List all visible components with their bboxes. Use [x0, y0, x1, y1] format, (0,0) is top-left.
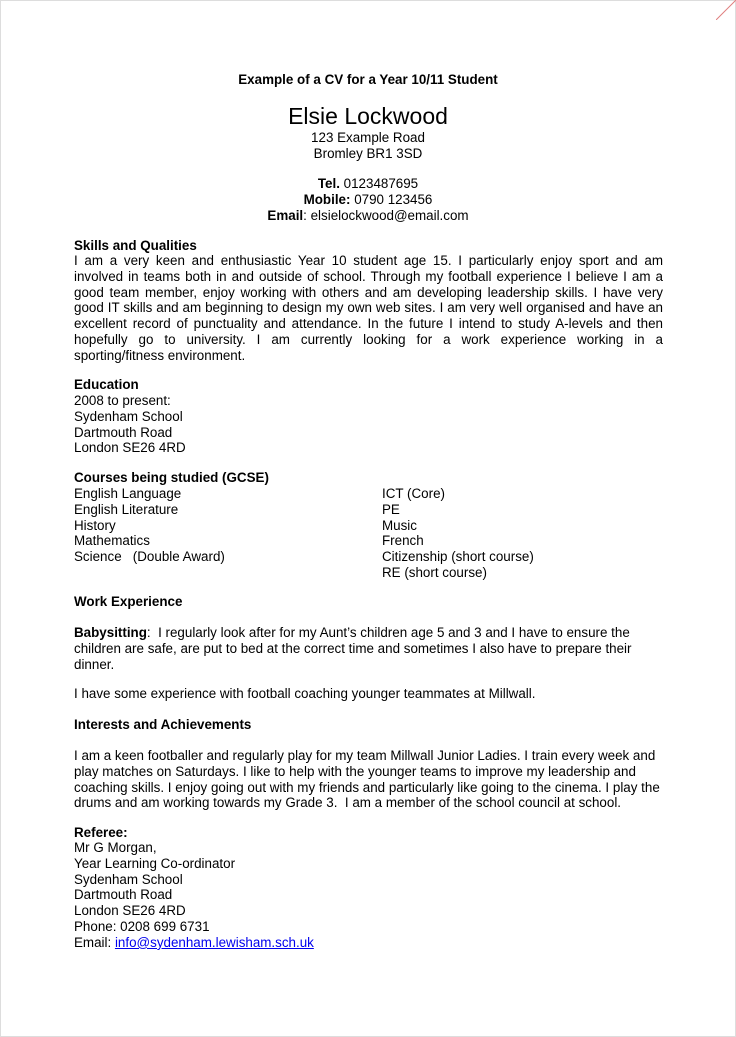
skills-heading: Skills and Qualities [74, 238, 197, 253]
course-item: Music [382, 517, 417, 533]
interests-line: coaching skills. I enjoy going out with my friends and particularly like going to the cinema. I play the [74, 779, 660, 795]
babysitting-text: : I regularly look after for my Aunt’s children age 5 and 3 and I have to ensure the [146, 625, 630, 640]
referee-line: Dartmouth Road [74, 887, 173, 903]
corner-mark [716, 0, 736, 20]
course-item: French [382, 533, 424, 549]
referee-email-label: Email: [74, 934, 115, 950]
skills-line: I am a very keen and enthusiastic Year 10 student age 15. I particularly enjoy sport and am [74, 253, 663, 268]
course-item: PE [382, 501, 400, 517]
mobile-label: Mobile: [303, 192, 351, 207]
babysitting-line: dinner. [74, 656, 115, 672]
coaching-text: I have some experience with football coaching younger teammates at Millwall. [74, 686, 536, 701]
interests-line: I am a keen footballer and regularly play for my team Millwall Junior Ladies. I train every week and [74, 748, 656, 763]
course-item: RE (short course) [382, 564, 487, 580]
referee-email-line [74, 935, 314, 951]
referee-line: Mr G Morgan, [74, 840, 157, 855]
tel-value: 0123487695 [339, 176, 419, 191]
interests-line: play matches on Saturdays. I like to help with the younger teams to improve my leadership and [74, 763, 636, 779]
education-heading: Education [74, 377, 139, 392]
skills-line: involved in teams both in and outside of school. Through my football experience I believe I am a [74, 268, 663, 284]
course-item: English Language [74, 486, 182, 501]
mobile-value: 0790 123456 [350, 192, 433, 207]
course-item: Mathematics [74, 533, 150, 549]
education-line: Dartmouth Road [74, 424, 173, 440]
referee-heading: Referee: [74, 825, 128, 840]
referee-email-link[interactable]: info@sydenham.lewisham.sch.uk [114, 934, 314, 950]
referee-block [74, 840, 314, 951]
skills-line: good team member, enjoy working with others and am developing leadership skills. I have very [74, 284, 663, 300]
referee-line: Year Learning Co-ordinator [74, 855, 236, 871]
education-line: Sydenham School [74, 408, 183, 424]
course-item: English Literature [74, 501, 179, 517]
interests-paragraph [74, 748, 660, 811]
courses-right-column [382, 486, 534, 581]
babysitting-paragraph [74, 625, 632, 672]
education-line: 2008 to present: [74, 393, 171, 408]
doc-title: Example of a CV for a Year 10/11 Student [238, 72, 498, 87]
course-item: History [74, 517, 116, 533]
skills-line: hopefully go to university. I am currently looking for a work experience working in a [74, 331, 663, 347]
course-item: Science (Double Award) [74, 549, 225, 565]
interests-heading: Interests and Achievements [74, 717, 252, 732]
babysitting-label: Babysitting [74, 625, 147, 640]
skills-line: good IT skills and am beginning to design my own web sites. I am very well organised and have an [74, 300, 663, 316]
referee-line: London SE26 4RD [74, 903, 186, 919]
referee-line: Sydenham School [74, 871, 183, 887]
course-item: Citizenship (short course) [382, 549, 534, 565]
skills-line: sporting/fitness environment. [74, 347, 246, 363]
courses-heading: Courses being studied (GCSE) [74, 470, 269, 485]
referee-line: Phone: 0208 699 6731 [74, 918, 210, 934]
skills-line: excellent record of punctuality and attendance. In the future I intend to study A-levels and then [74, 316, 663, 332]
email-label: Email [267, 208, 304, 223]
courses-left-column [74, 486, 225, 565]
address-line-1: 123 Example Road [311, 130, 425, 145]
cv-name: Elsie Lockwood [288, 103, 448, 129]
address-line-2: Bromley BR1 3SD [313, 146, 423, 161]
interests-line: drums and am working towards my Grade 3. I am a member of the school council at school. [74, 795, 622, 811]
course-item: ICT (Core) [382, 486, 445, 501]
email-value: : elsielockwood@email.com [303, 208, 469, 223]
mobile-line [0, 192, 736, 207]
babysitting-line [74, 625, 632, 641]
babysitting-line: children are safe, are put to bed at the correct time and sometimes I also have to prepare their [74, 640, 632, 656]
email-line [0, 208, 736, 223]
tel-label: Tel. [317, 176, 340, 191]
tel-line [0, 176, 736, 191]
education-line: London SE26 4RD [74, 440, 186, 456]
skills-paragraph [74, 253, 663, 364]
education-block [74, 393, 186, 456]
work-heading: Work Experience [74, 594, 183, 609]
